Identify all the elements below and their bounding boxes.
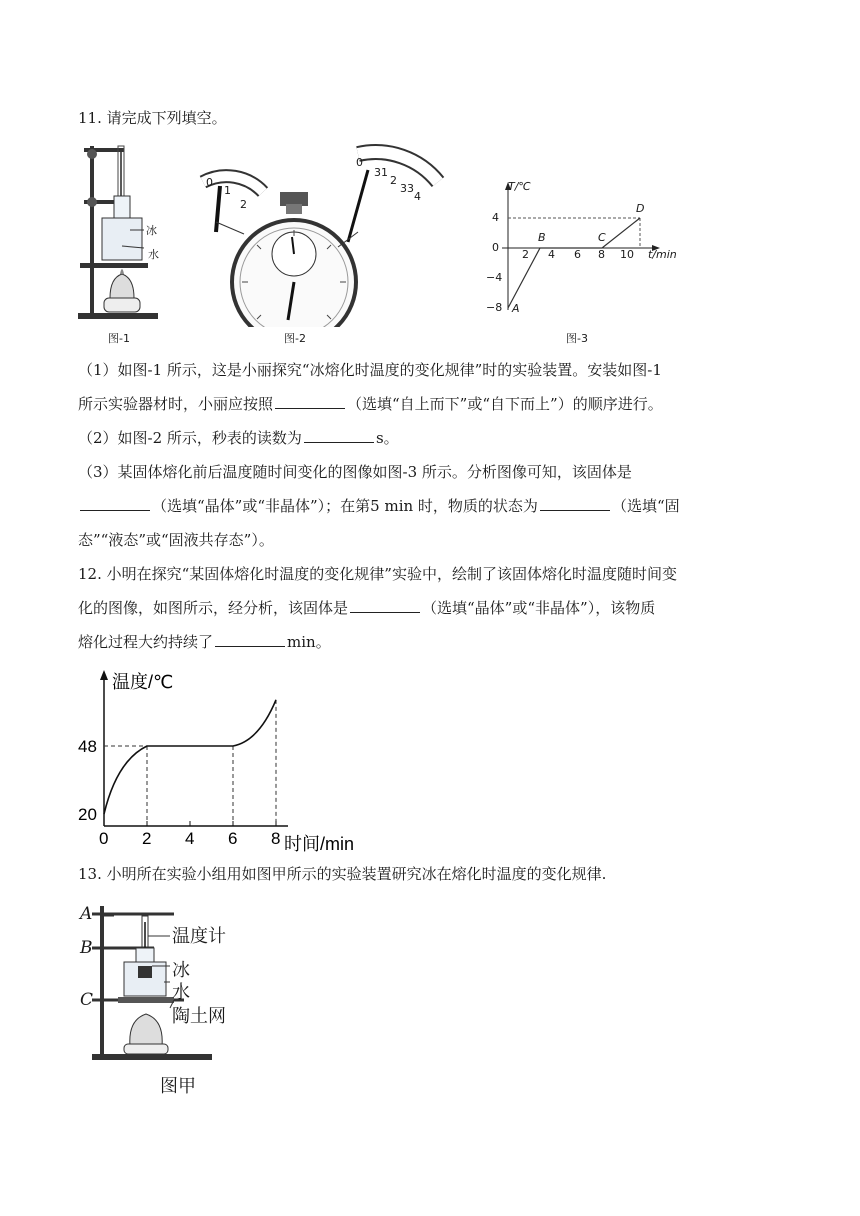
fig3-ytick-4: 4: [492, 211, 499, 224]
y-tick-label: 48: [78, 737, 97, 756]
fig3-xtick-2: 2: [522, 248, 529, 261]
fig3-ytick-m8: −8: [486, 301, 503, 314]
x-tick-label: 4: [185, 829, 195, 848]
fig3-caption: 图-3: [566, 332, 588, 345]
small-scale-0: 0: [206, 176, 213, 189]
fig3-xtick-4: 4: [548, 248, 555, 261]
fig3-xtick-8: 8: [598, 248, 605, 261]
answer-blank[interactable]: [540, 496, 610, 511]
q11-p3-line3: 态”“液态”或“固液共存态”）。: [78, 531, 274, 549]
large-scale-2: 2: [390, 174, 397, 187]
fig1-caption: 图-1: [108, 332, 130, 345]
fig3-ytick-0: 0: [492, 241, 499, 254]
fig3-point-c: C: [598, 231, 606, 244]
fig2-caption: 图-2: [284, 332, 306, 345]
q13-thermometer-label: 温度计: [172, 926, 226, 947]
q11-title: 11. 请完成下列填空。: [78, 109, 227, 127]
q11-p2-line: [78, 428, 399, 448]
q12-text-a: 化的图像，如图所示，经分析，该固体是: [78, 599, 349, 617]
chart-xlabel: 时间/min: [284, 834, 355, 854]
figure-1-apparatus: [70, 138, 180, 323]
large-scale-31: 31: [374, 166, 388, 179]
y-tick-label: 20: [78, 805, 97, 824]
fig1-water-label: 水: [148, 248, 159, 261]
x-tick-label: 0: [99, 829, 109, 848]
q11-p1-text-b: （选填“自上而下”或“自下而上”）的顺序进行。: [347, 395, 663, 413]
q11-p2-text-b: s。: [375, 429, 399, 447]
large-scale-33: 33: [400, 182, 414, 195]
q11-p3-text-b: （选填“固: [611, 497, 680, 515]
fig3-xlabel: t/min: [648, 248, 677, 261]
fig3-ytick-m4: −4: [486, 271, 503, 284]
small-scale-1: 1: [224, 184, 231, 197]
q13-caption: 图甲: [160, 1076, 196, 1097]
q11-p2-text-a: （2）如图-2 所示，秒表的读数为: [78, 429, 302, 447]
q11-p1-line2: [78, 394, 663, 414]
y-axis-arrow: [100, 670, 108, 680]
q13-label-c: C: [80, 990, 94, 1010]
figure-2-stopwatch: [198, 142, 448, 327]
q12-temperature-chart: [74, 668, 374, 858]
fig3-ylabel: T/℃: [508, 180, 531, 193]
chart-ylabel: 温度/℃: [112, 672, 174, 692]
q12-line2: [78, 598, 655, 618]
x-tick-label: 8: [271, 829, 281, 848]
series-line: [104, 700, 276, 814]
q12-line3: [78, 632, 331, 652]
q12-text-d: min。: [287, 633, 331, 651]
fig3-xtick-10: 10: [620, 248, 634, 261]
q11-p3-line1: （3）某固体熔化前后温度随时间变化的图像如图-3 所示。分析图像可知，该固体是: [78, 463, 632, 481]
answer-blank[interactable]: [350, 598, 420, 613]
x-tick-label: 6: [228, 829, 238, 848]
fig3-point-b: B: [538, 231, 546, 244]
x-tick-label: 2: [142, 829, 152, 848]
q13-water-label: 水: [172, 982, 190, 1003]
q12-line1: 12. 小明在探究“某固体熔化时温度的变化规律”实验中，绘制了该固体熔化时温度随时间变: [78, 565, 677, 583]
fig1-ice-label: 冰: [146, 224, 157, 237]
q13-title: 13. 小明所在实验小组用如图甲所示的实验装置研究冰在熔化时温度的变化规律.: [78, 865, 607, 883]
q12-text-b: （选填“晶体”或“非晶体”），该物质: [422, 599, 656, 617]
q11-p3-line2: [78, 496, 680, 516]
small-scale-2: 2: [240, 198, 247, 211]
large-scale-0: 0: [356, 156, 363, 169]
q11-p3-text-a: （选填“晶体”或“非晶体”）；在第5 min 时，物质的状态为: [152, 497, 538, 515]
q13-gauze-label: 陶土网: [172, 1006, 226, 1027]
q12-text-c: 熔化过程大约持续了: [78, 633, 214, 651]
fig3-point-d: D: [636, 202, 645, 215]
q11-p1-line1: （1）如图-1 所示，这是小丽探究“冰熔化时温度的变化规律”时的实验装置。安装如图-1: [78, 361, 662, 379]
answer-blank[interactable]: [304, 428, 374, 443]
answer-blank[interactable]: [80, 496, 150, 511]
answer-blank[interactable]: [275, 394, 345, 409]
answer-blank[interactable]: [215, 632, 285, 647]
q13-label-a: A: [80, 904, 93, 924]
fig3-xtick-6: 6: [574, 248, 581, 261]
fig3-point-a: A: [512, 302, 520, 315]
q13-label-b: B: [80, 938, 93, 958]
q11-p1-text-a: 所示实验器材时，小丽应按照: [78, 395, 274, 413]
q13-ice-label: 冰: [172, 960, 190, 981]
large-scale-4: 4: [414, 190, 421, 203]
